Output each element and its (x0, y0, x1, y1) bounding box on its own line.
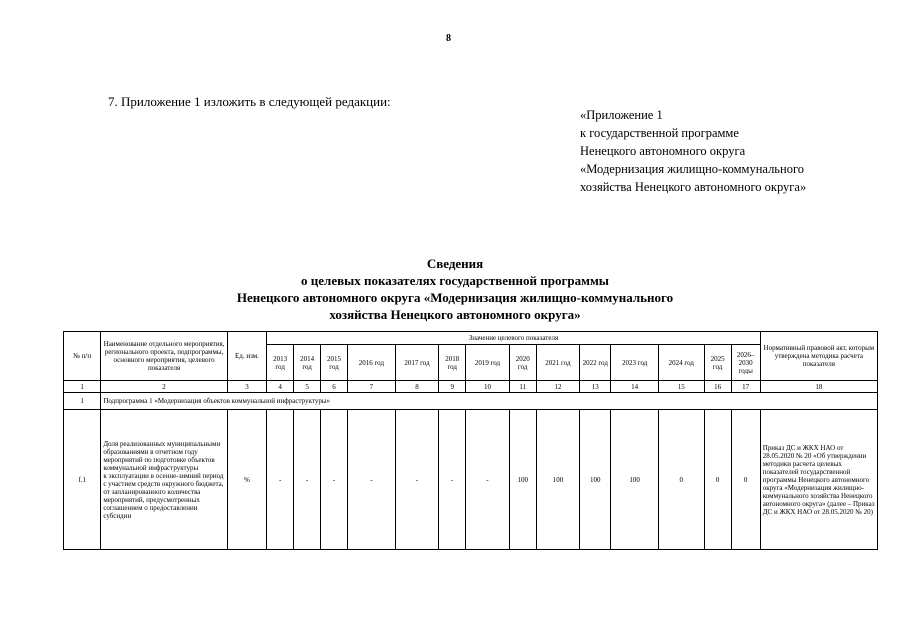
appendix-line: «Модернизация жилищно-коммунального (580, 162, 805, 176)
header-year: 2018 год (439, 345, 466, 381)
appendix-line: Ненецкого автономного округа (580, 144, 746, 158)
row-unit: % (227, 410, 266, 550)
column-number: 14 (611, 381, 659, 393)
header-legal-act: Нормативный правовой акт, которым утверждена методика расчета показателя (760, 332, 877, 381)
instruction-text: 7. Приложение 1 изложить в следующей редакции: (108, 94, 391, 109)
header-year: 2015 год (321, 345, 348, 381)
row-value: 0 (659, 410, 705, 550)
header-year: 2021 год (536, 345, 580, 381)
column-number: 12 (536, 381, 580, 393)
header-values-group: Значение целевого показателя (267, 332, 761, 345)
subprogram-row (64, 393, 878, 410)
column-number: 7 (348, 381, 396, 393)
title-line: хозяйства Ненецкого автономного округа» (329, 307, 581, 322)
header-year: 2023 год (611, 345, 659, 381)
header-year: 2014 год (294, 345, 321, 381)
header-year: 2017 год (395, 345, 439, 381)
header-year: 2026–2030 годы (731, 345, 760, 381)
appendix-heading (580, 106, 806, 196)
column-number: 18 (760, 381, 877, 393)
row-value: - (439, 410, 466, 550)
title-line: о целевых показателях государственной программы (301, 273, 609, 288)
header-year: 2020 год (509, 345, 536, 381)
title-line: Сведения (426, 256, 484, 271)
column-numbers-row (64, 381, 878, 393)
column-number: 10 (466, 381, 510, 393)
title-line: Ненецкого автономного округа «Модернизация жилищно-коммунального (236, 290, 674, 305)
row-num: f.1 (64, 410, 101, 550)
row-value: 100 (580, 410, 611, 550)
column-number: 5 (294, 381, 321, 393)
header-year: 2019 год (466, 345, 510, 381)
row-value: - (267, 410, 294, 550)
header-year: 2016 год (348, 345, 396, 381)
column-number: 8 (395, 381, 439, 393)
subprogram-name: Подпрограмма 1 «Модернизация объектов коммунальной инфраструктуры» (101, 393, 878, 410)
header-year: 2024 год (659, 345, 705, 381)
column-number: 17 (731, 381, 760, 393)
column-number: 3 (227, 381, 266, 393)
column-number: 6 (321, 381, 348, 393)
column-number: 15 (659, 381, 705, 393)
column-number: 9 (439, 381, 466, 393)
header-name: Наименование отдельного мероприятия, регионального проекта, подпрограммы, основного мероприятия, целевого показателя (101, 332, 227, 381)
header-year: 2025 год (704, 345, 731, 381)
row-value: - (395, 410, 439, 550)
header-year: 2022 год (580, 345, 611, 381)
row-value: 100 (611, 410, 659, 550)
row-value: 100 (536, 410, 580, 550)
row-value: - (466, 410, 510, 550)
row-legal-act: Приказ ДС и ЖКХ НАО от 28.05.2020 № 20 «Об утверждении методики расчета целевых показателей государственной программы Ненецкого автономного округа «Модернизация жилищно-коммунального хозяйства Ненецкого автономного округа» (далее – Приказ ДС и ЖКХ НАО от 28.05.2020 № 20) (760, 410, 877, 550)
appendix-line: «Приложение 1 (580, 108, 663, 122)
row-value: - (294, 410, 321, 550)
row-value: 0 (731, 410, 760, 550)
column-number: 16 (704, 381, 731, 393)
column-number: 13 (580, 381, 611, 393)
table-header-row (64, 332, 878, 345)
row-value: 100 (509, 410, 536, 550)
row-value: - (321, 410, 348, 550)
row-value: 0 (704, 410, 731, 550)
header-num: № п/п (64, 332, 101, 381)
column-number: 1 (64, 381, 101, 393)
header-year: 2013 год (267, 345, 294, 381)
column-number: 4 (267, 381, 294, 393)
header-unit: Ед. изм. (227, 332, 266, 381)
table-row (64, 410, 878, 550)
appendix-line: к государственной программе (580, 126, 739, 140)
subprogram-num: 1 (64, 393, 101, 410)
row-indicator-name: Доля реализованных муниципальными образованиями в отчетном году мероприятий по подготовке объектов коммунальной инфраструктуры к эксплуатации в осенне-зимний период с участием средств окружного бюджета, от запланированного количества мероприятий, предусмотренных соглашением о предоставлении субсидии (101, 410, 227, 550)
column-number: 11 (509, 381, 536, 393)
indicators-table (63, 331, 878, 550)
appendix-line: хозяйства Ненецкого автономного округа» (580, 180, 807, 194)
column-number: 2 (101, 381, 227, 393)
page-number: 8 (446, 33, 451, 44)
row-value: - (348, 410, 396, 550)
document-title (100, 255, 810, 323)
